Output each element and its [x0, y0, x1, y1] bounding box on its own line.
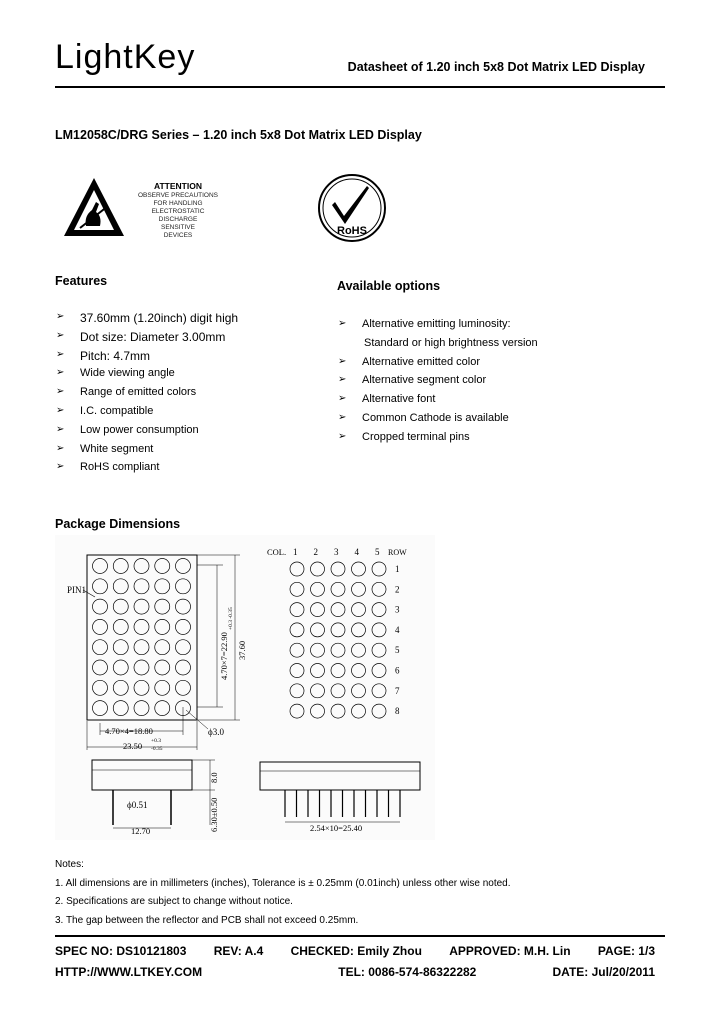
note-line: 3. The gap between the reflector and PCB shall not exceed 0.25mm.	[55, 914, 359, 926]
date: DATE: Jul/20/2011	[552, 965, 655, 979]
spec-number: SPEC NO: DS10121803	[55, 944, 187, 958]
pin-dot	[352, 664, 366, 678]
pin-dot	[372, 562, 386, 576]
front-dot	[176, 579, 191, 594]
front-dot	[134, 579, 149, 594]
rohs-logo	[317, 172, 387, 249]
row-number: 8	[395, 706, 400, 717]
list-item: ➢ RoHS compliant	[56, 461, 160, 474]
pin-dot	[290, 664, 304, 678]
list-item: ➢ Pitch: 4.7mm	[56, 348, 151, 363]
pin-dot	[290, 603, 304, 617]
pin-length-label: 6.30±0.50	[209, 797, 219, 832]
pin1-label: PIN1	[67, 585, 87, 595]
footer-contact-row	[55, 965, 655, 979]
notes-title: Notes:	[55, 859, 84, 870]
pin-dot	[290, 562, 304, 576]
front-dot	[113, 680, 128, 695]
front-dot	[176, 619, 191, 634]
package-heading: Package Dimensions	[55, 517, 181, 531]
document-title: Datasheet of 1.20 inch 5x8 Dot Matrix LED Display	[347, 60, 645, 74]
bullet-arrow-icon: ➢	[56, 367, 65, 379]
pin-dot	[311, 684, 325, 698]
bullet-arrow-icon: ➢	[338, 374, 347, 386]
pin-dot	[352, 562, 366, 576]
side-view-body	[92, 760, 192, 790]
esd-attention-title: ATTENTION	[153, 181, 202, 191]
list-item: ➢ 37.60mm (1.20inch) digit high	[56, 311, 239, 325]
pin-dot	[372, 684, 386, 698]
column-number: 2	[313, 547, 318, 557]
pin-dot	[311, 582, 325, 596]
front-dot	[93, 640, 108, 655]
row-number: 3	[395, 604, 400, 615]
dim-width: 23.50	[123, 741, 143, 751]
pin-dot	[372, 704, 386, 718]
front-dot	[134, 660, 149, 675]
front-dot	[176, 660, 191, 675]
rohs-label: RoHS	[337, 225, 367, 237]
front-dot	[176, 559, 191, 574]
row-label: ROW	[388, 548, 407, 557]
list-item: ➢ Common Cathode is available	[338, 411, 509, 424]
dim-width-tol-lo: -0.35	[151, 746, 163, 752]
list-item: ➢ Dot size: Diameter 3.00mm	[56, 329, 226, 344]
pin-dot	[311, 664, 325, 678]
dim-height: 37.60	[237, 640, 247, 660]
front-dot	[134, 619, 149, 634]
bullet-arrow-icon: ➢	[56, 329, 65, 341]
front-dot	[134, 599, 149, 614]
bullet-arrow-icon: ➢	[56, 461, 65, 473]
pin-dot	[311, 623, 325, 637]
website-link[interactable]: HTTP://WWW.LTKEY.COM	[55, 965, 203, 979]
pin-dot	[331, 603, 345, 617]
front-dot	[134, 701, 149, 716]
list-item: ➢ Alternative emitting luminosity:	[338, 318, 511, 330]
list-item: ➢ Alternative segment color	[338, 374, 487, 387]
front-dot	[113, 559, 128, 574]
list-item: ➢ White segment	[56, 442, 154, 455]
front-dot	[134, 559, 149, 574]
row-numbers	[395, 564, 400, 716]
footer-divider	[55, 935, 665, 937]
header-divider	[55, 86, 665, 88]
front-dot	[93, 619, 108, 634]
pin-dot	[352, 684, 366, 698]
terminal-pins	[285, 790, 400, 817]
footer-spec-row	[55, 944, 655, 958]
row-number: 4	[395, 624, 400, 635]
bullet-arrow-icon: ➢	[56, 404, 65, 416]
front-dot	[93, 559, 108, 574]
pin-dot	[372, 603, 386, 617]
front-dot	[155, 619, 170, 634]
front-dot	[93, 701, 108, 716]
front-dot	[155, 559, 170, 574]
front-dot	[113, 640, 128, 655]
column-number: 5	[375, 547, 380, 557]
pin-dot	[331, 582, 345, 596]
front-dot	[155, 660, 170, 675]
pin-dot	[331, 664, 345, 678]
front-dot	[155, 599, 170, 614]
pin-dot-grid	[290, 562, 386, 718]
front-dot	[93, 660, 108, 675]
front-dot	[155, 640, 170, 655]
bullet-arrow-icon: ➢	[338, 393, 347, 405]
front-dot	[176, 640, 191, 655]
dim-height-tol: +0.3 -0.35	[228, 607, 234, 630]
note-line: 1. All dimensions are in millimeters (inches), Tolerance is ± 0.25mm (0.01inch) unless other wise noted.	[55, 877, 511, 889]
dim-pitch-horizontal: 4.70×4=18.80	[105, 726, 153, 736]
pin-dot	[352, 623, 366, 637]
features-list	[55, 311, 238, 480]
front-dot	[113, 619, 128, 634]
pin-dot	[352, 603, 366, 617]
dim-width-tol-hi: +0.3	[151, 738, 161, 744]
esd-precaution-text: OBSERVE PRECAUTIONS FOR HANDLING ELECTROSTATIC DISCHARGE SENSITIVE DEVICES	[137, 192, 219, 239]
list-item: ➢ Low power consumption	[56, 423, 199, 436]
list-item: ➢ Range of emitted colors	[56, 386, 197, 399]
front-dot	[176, 680, 191, 695]
front-dot	[176, 599, 191, 614]
checked-by: CHECKED: Emily Zhou	[290, 944, 422, 958]
pin-dot	[372, 582, 386, 596]
pin-dot	[372, 664, 386, 678]
front-dot	[134, 640, 149, 655]
pin-dot	[290, 643, 304, 657]
options-heading: Available options	[337, 279, 441, 293]
side-view-pins-body	[260, 762, 420, 790]
telephone: TEL: 0086-574-86322282	[338, 965, 477, 979]
pin-span-label: 12.70	[131, 826, 151, 836]
bullet-arrow-icon: ➢	[56, 311, 65, 322]
note-line: 2. Specifications are subject to change without notice.	[55, 896, 293, 907]
pin-dot	[290, 582, 304, 596]
front-dot	[134, 680, 149, 695]
pin-dot	[311, 704, 325, 718]
pin-dot	[352, 704, 366, 718]
front-dot	[93, 579, 108, 594]
column-number: 3	[334, 547, 339, 557]
list-item: ➢ Wide viewing angle	[56, 367, 175, 380]
front-dot	[113, 599, 128, 614]
list-item: ➢ Alternative emitted color	[338, 355, 480, 368]
row-number: 5	[395, 645, 400, 656]
pin-dot	[372, 623, 386, 637]
row-number: 6	[395, 665, 400, 676]
bullet-arrow-icon: ➢	[56, 442, 65, 454]
column-numbers	[293, 547, 380, 557]
package-dimension-drawing	[55, 535, 435, 840]
bullet-arrow-icon: ➢	[338, 411, 347, 423]
revision: REV: A.4	[213, 944, 264, 958]
page-number: PAGE: 1/3	[597, 944, 655, 958]
front-dot	[93, 680, 108, 695]
pin-dot	[290, 623, 304, 637]
front-dot	[93, 599, 108, 614]
pin-dot	[372, 643, 386, 657]
notes-section	[55, 856, 511, 930]
col-label: COL.	[267, 547, 287, 557]
pin-dot	[352, 643, 366, 657]
pin-dot	[311, 603, 325, 617]
features-heading: Features	[55, 274, 108, 288]
column-number: 1	[293, 547, 298, 557]
options-list	[337, 318, 538, 450]
bullet-arrow-icon: ➢	[338, 318, 347, 329]
bullet-arrow-icon: ➢	[338, 355, 347, 367]
front-dot	[155, 701, 170, 716]
front-dot-grid	[93, 559, 191, 716]
front-dot	[113, 579, 128, 594]
front-dot	[155, 579, 170, 594]
bullet-arrow-icon: ➢	[56, 348, 65, 360]
front-dot	[155, 680, 170, 695]
row-number: 7	[395, 685, 400, 696]
pin-dot	[311, 562, 325, 576]
bullet-arrow-icon: ➢	[338, 430, 347, 442]
list-item-continuation: Standard or high brightness version	[364, 336, 538, 349]
bullet-arrow-icon: ➢	[56, 386, 65, 398]
approved-by: APPROVED: M.H. Lin	[449, 944, 571, 958]
dot-diameter-label: ϕ3.0	[208, 727, 224, 737]
list-item: ➢ Alternative font	[338, 393, 436, 406]
pin-dot	[290, 704, 304, 718]
pin-dot	[331, 623, 345, 637]
list-item: ➢ Cropped terminal pins	[338, 430, 470, 443]
pin-dot	[331, 643, 345, 657]
brand-logo: LightKey	[55, 38, 196, 76]
column-number: 4	[354, 547, 359, 557]
series-title: LM12058C/DRG Series – 1.20 inch 5x8 Dot Matrix LED Display	[55, 128, 422, 142]
pin-dot	[290, 684, 304, 698]
front-dot	[113, 701, 128, 716]
row-number: 1	[395, 564, 400, 574]
pin-dot	[311, 643, 325, 657]
pin-diameter-label: ϕ0.51	[127, 800, 148, 810]
pin-dot	[331, 704, 345, 718]
depth-label: 8.0	[209, 772, 219, 783]
pin-pitch-label: 2.54×10=25.40	[310, 823, 363, 833]
front-dot	[113, 660, 128, 675]
pin-dot	[352, 582, 366, 596]
pin-dot	[331, 562, 345, 576]
pin-dot	[331, 684, 345, 698]
dim-pitch-vertical: 4.70×7=22.90	[219, 632, 229, 680]
row-number: 2	[395, 584, 400, 595]
list-item: ➢ I.C. compatible	[56, 404, 154, 417]
esd-warning-icon	[62, 176, 126, 240]
bullet-arrow-icon: ➢	[56, 423, 65, 435]
